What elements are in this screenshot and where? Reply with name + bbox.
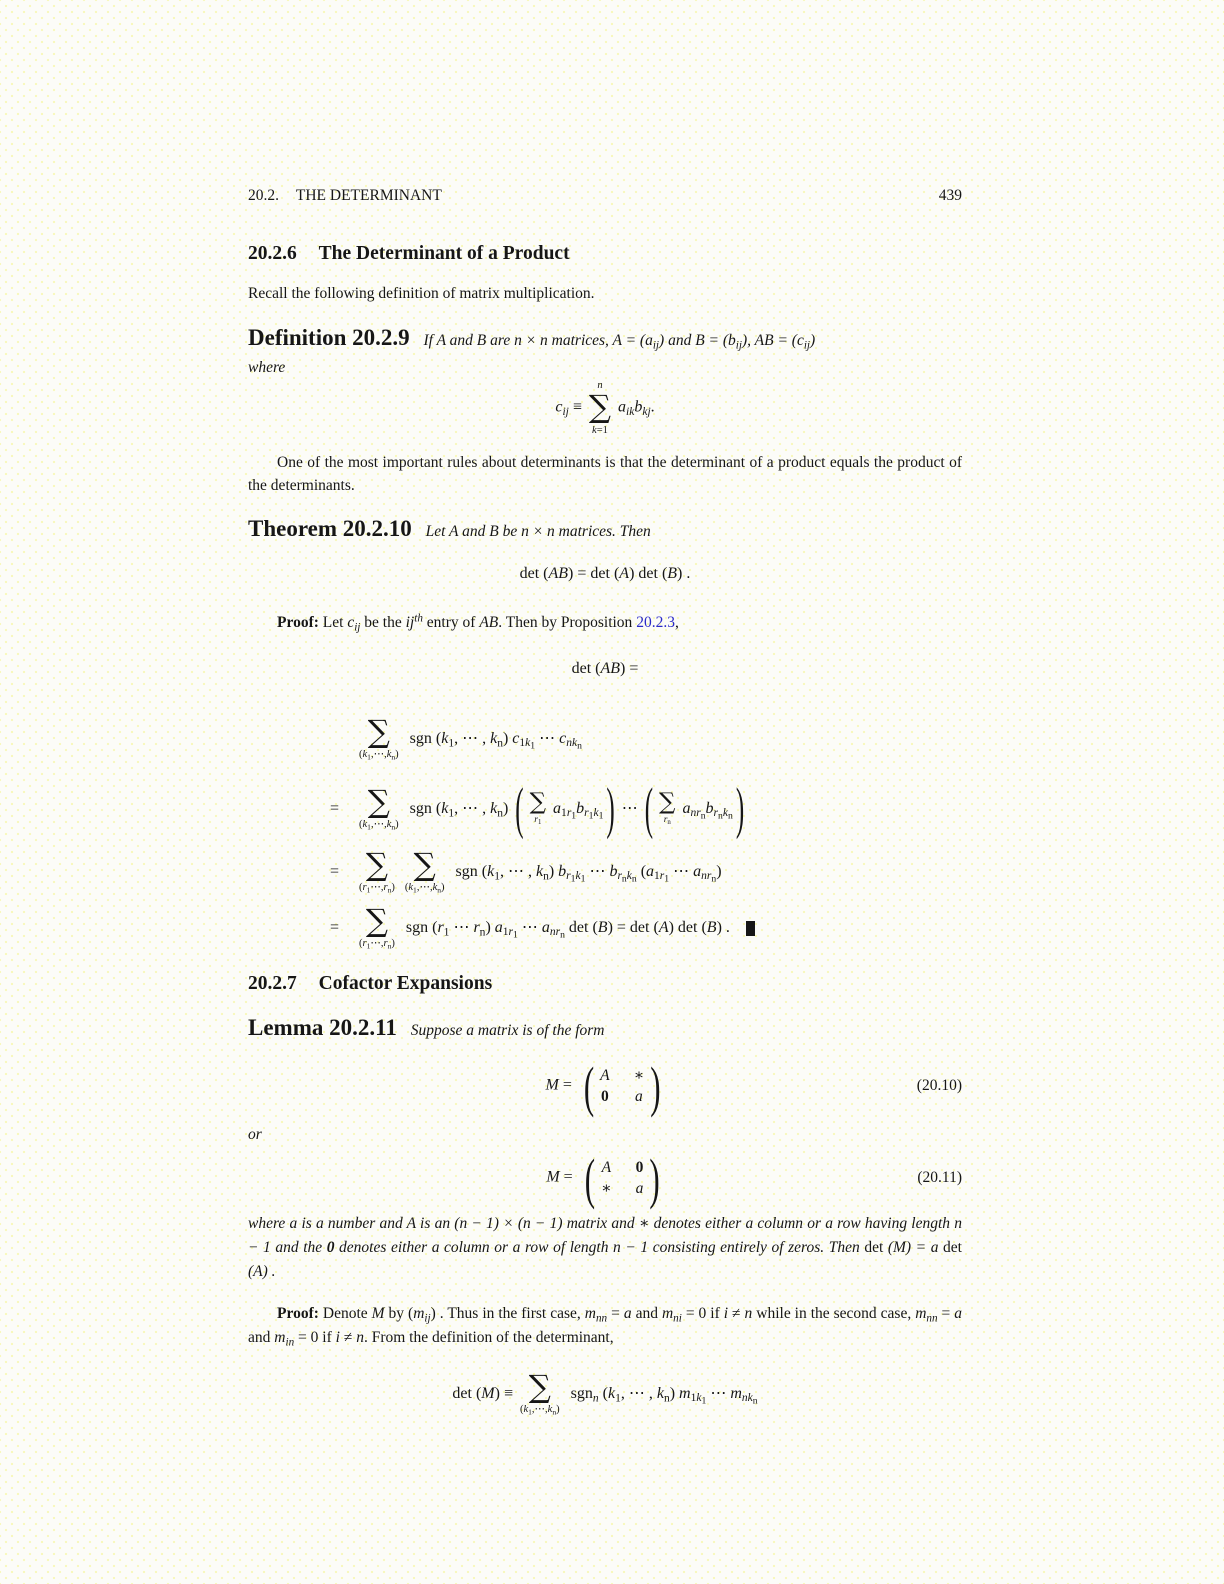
section-heading-20-2-6 bbox=[248, 242, 962, 265]
product-rule-paragraph: One of the most important rules about determinants is that the determinant of a product equals the product of the determinants. bbox=[248, 454, 962, 494]
proposition-link[interactable]: 20.2.3 bbox=[636, 614, 675, 631]
page-number: 439 bbox=[938, 187, 962, 204]
lemma-label: Lemma 20.2.11 bbox=[248, 1015, 397, 1040]
running-header-title: THE DETERMINANT bbox=[295, 187, 442, 204]
running-header bbox=[248, 186, 962, 206]
equation-20-11 bbox=[248, 1148, 962, 1208]
running-header-number: 20.2. bbox=[248, 187, 279, 204]
derivation-line-1-body: ∑ $(k_1,\cdots,k_n)$ sgn ($k_1$, ⋯ , $k_n$) $c_{1k_1}$ ⋯ $c_{nk_n}$ bbox=[359, 713, 582, 762]
theorem-20-2-10 bbox=[248, 514, 962, 547]
proof1-after-link: , bbox=[674, 614, 679, 631]
derivation-line-3-body: ∑ $(r_1\cdots,r_n)$ ∑ $(k_1,\cdots,k_n)$ sgn ($k_1$, ⋯ , $k_n$) $b_{r_1k_1}$ ⋯ $b_{r_nk_n}$ ($a_{1r_1}$ ⋯ $a_{nr_n}$) bbox=[359, 846, 722, 895]
derivation-line-4-body: ∑ $(r_1\cdots,r_n)$ sgn ($r_1$ ⋯ $r_n$) $a_{1r_1}$ ⋯ $a_{nr_n}$ det (B) = det (A) det (B) . bbox=[359, 902, 730, 951]
page-content bbox=[248, 0, 962, 1422]
proof-derivation-block bbox=[248, 710, 962, 956]
equation-20-10 bbox=[248, 1056, 962, 1116]
section-title: The Determinant of a Product bbox=[318, 243, 570, 264]
derivation-line-4 bbox=[248, 900, 962, 956]
proof-paragraph-1 bbox=[248, 611, 962, 634]
derivation-line-1 bbox=[248, 710, 962, 768]
theorem-label: Theorem 20.2.10 bbox=[248, 516, 412, 541]
or-connector: or bbox=[248, 1126, 262, 1143]
theorem-statement: Let A and B be n × n matrices. Then bbox=[425, 523, 651, 540]
equation-cij-definition bbox=[248, 379, 962, 437]
section-title: Cofactor Expansions bbox=[318, 973, 493, 994]
equation-tag-20-10: (20.10) bbox=[916, 1077, 962, 1094]
definition-where: where bbox=[248, 359, 286, 376]
derivation-line-2 bbox=[248, 776, 962, 842]
running-header-left bbox=[248, 186, 442, 206]
equals-sign: = bbox=[330, 863, 340, 880]
lemma-20-2-11 bbox=[248, 1013, 962, 1046]
recall-paragraph: Recall the following definition of matrix multiplication. bbox=[248, 285, 595, 302]
section-number: 20.2.7 bbox=[248, 973, 297, 994]
lemma-body-paragraph: where a is a number and A is an (n − 1) × (n − 1) matrix and ∗ denotes either a column or a row having length n − 1 and the 0 denotes either a column or a row of length n − 1 consisting entirely of zeros. Then det (M) = a det (A) . bbox=[248, 1215, 962, 1280]
proof-paragraph-2: Proof: Denote M by $(m_{ij})$ . Thus in the first case, $m_{nn} = a$ and $m_{ni} = 0$ if i ≠ n while in the second case, $m_{nn} = a$ and $m_{in} = 0$ if i ≠ n. From the definition of the determinant, bbox=[248, 1305, 963, 1349]
equation-tag-20-11: (20.11) bbox=[917, 1169, 962, 1186]
derivation-line-2-body: ∑ $(k_1,\cdots,k_n)$ sgn ($k_1$, ⋯ , $k_n$) ( ∑ $r_1$ $a_{1r_1}b_{r_1k_1}$ ) ⋯ ( ∑ $r_n$ $a_{nr_n}b_{r_nk_n}$ ) bbox=[359, 777, 745, 841]
derivation-line-3 bbox=[248, 844, 962, 900]
equation-20-11-body: M = ( A 0 ∗ a ) bbox=[546, 1146, 660, 1210]
section-number: 20.2.6 bbox=[248, 243, 297, 264]
equation-det-m-body: det (M) ≡ ∑ $(k_1,\cdots,k_n)$ sgn$_n$ ($k_1$, ⋯ , $k_n$) $m_{1k_1}$ ⋯ $m_{nk_n}$ bbox=[452, 1368, 758, 1417]
proof1-text: Proof: Let $c_{ij}$ be the $ij^{th}$ entry of AB. Then by Proposition bbox=[277, 612, 637, 634]
lemma-statement: Suppose a matrix is of the form bbox=[410, 1022, 605, 1039]
equation-det-m-definition bbox=[248, 1366, 962, 1422]
definition-label: Definition 20.2.9 bbox=[248, 325, 410, 350]
equation-20-10-body: M = ( A ∗ 0 a ) bbox=[545, 1054, 661, 1118]
section-heading-20-2-7 bbox=[248, 972, 962, 995]
equals-sign: = bbox=[330, 919, 340, 936]
definition-20-2-9 bbox=[248, 323, 962, 356]
definition-statement: If A and B are n × n matrices, $A = (a_{ij})$ and $B = (b_{ij})$, AB = $(c_{ij})$ bbox=[423, 332, 816, 352]
equation-det-ab-equals: det (AB) = bbox=[571, 660, 639, 677]
equals-sign: = bbox=[330, 800, 340, 817]
qed-marker bbox=[746, 921, 755, 936]
equation-det-product-rule: det (AB) = det (A) det (B) . bbox=[519, 565, 691, 582]
equation-cij-body: $c_{ij}$ ≡ n ∑ k=1 $a_{ik}b_{kj}$. bbox=[555, 380, 655, 436]
